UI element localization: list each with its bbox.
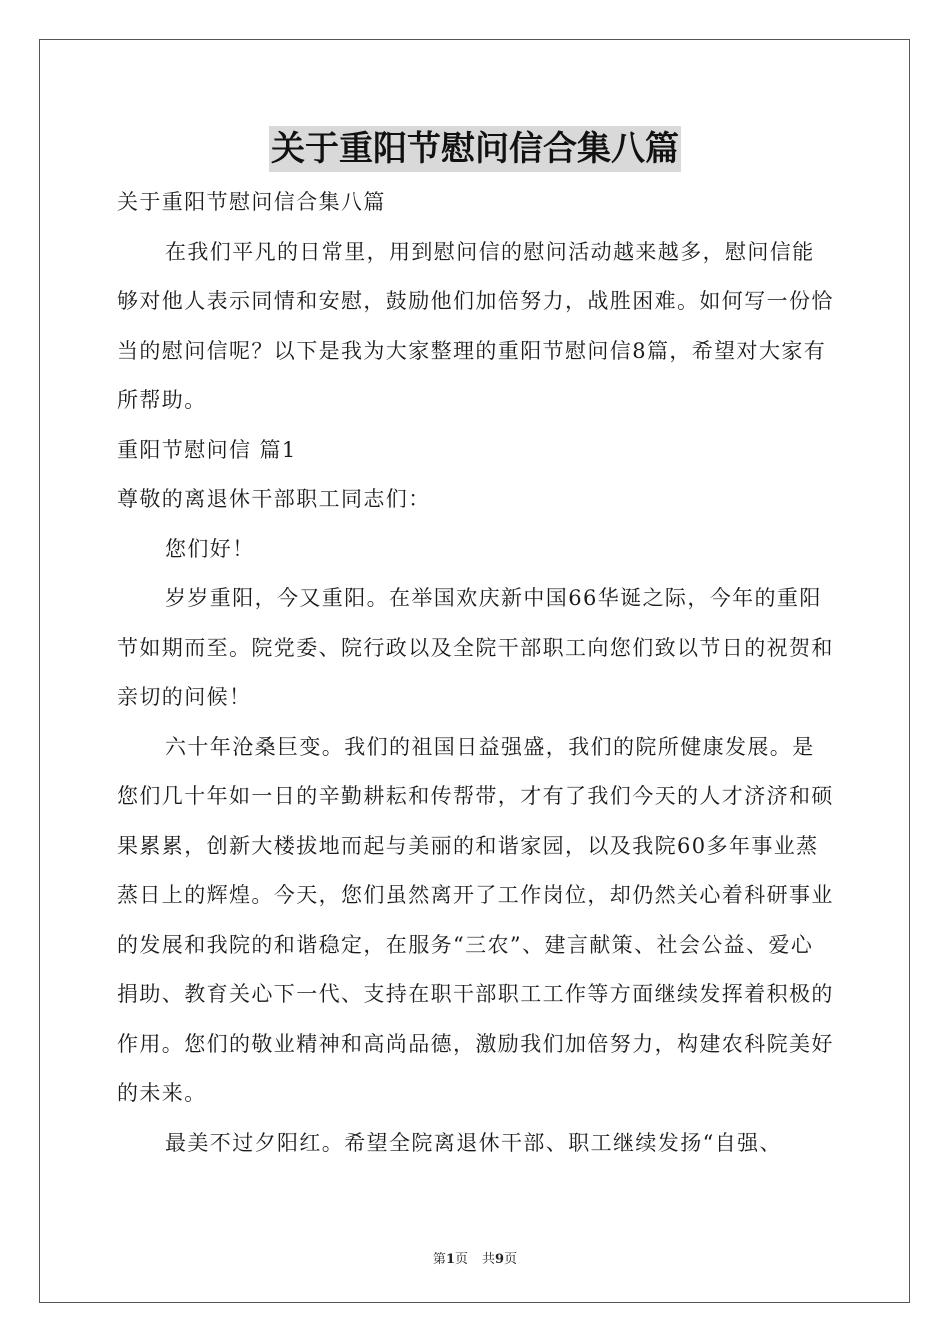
- paragraph: 关于重阳节慰问信合集八篇: [117, 190, 386, 214]
- paragraph: 岁岁重阳，今又重阳。在举国欢庆新中国66华诞之际，今年的重阳节如期而至。院党委、院行政以及全院干部职工向您们致以节日的祝贺和亲切的问候！: [117, 586, 834, 709]
- paragraph: 在我们平凡的日常里，用到慰问信的慰问活动越来越多，慰问信能够对他人表示同情和安慰，鼓励他们加倍努力，战胜困难。如何写一份恰当的慰问信呢？以下是我为大家整理的重阳节慰问信8篇，希望对大家有所帮助。: [117, 239, 834, 412]
- paragraph: 重阳节慰问信 篇1: [117, 437, 297, 462]
- paragraph: 最美不过夕阳红。希望全院离退休干部、职工继续发扬“自强、: [165, 1130, 782, 1155]
- page-prefix: 第: [432, 1252, 446, 1267]
- title-container: [0, 126, 950, 172]
- page-total-number: 9: [495, 1252, 505, 1267]
- document-body: [117, 178, 835, 1168]
- total-unit: 页: [504, 1252, 518, 1267]
- page-unit: 页: [454, 1252, 468, 1267]
- page-current-number: 1: [445, 1252, 455, 1267]
- total-prefix: 共: [482, 1252, 496, 1267]
- paragraph: 尊敬的离退休干部职工同志们：: [117, 487, 431, 511]
- paragraph: 六十年沧桑巨变。我们的祖国日益强盛，我们的院所健康发展。是您们几十年如一日的辛勤耕耘和传帮带，才有了我们今天的人才济济和硕果累累，创新大楼拔地而起与美丽的和谐家园，以及我院60多年事业蒸蒸日上的辉煌。今天，您们虽然离开了工作岗位，却仍然关心着科研事业的发展和我院的和谐稳定，在服务“三农”、建言献策、社会公益、爱心捐助、教育关心下一代、支持在职干部职工工作等方面继续发挥着积极的作用。您们的敬业精神和高尚品德，激励我们加倍努力，构建农科院美好的未来。: [117, 734, 834, 1105]
- page-footer: [0, 1248, 950, 1267]
- paragraph: 您们好！: [165, 536, 255, 561]
- document-title: 关于重阳节慰问信合集八篇: [269, 126, 681, 172]
